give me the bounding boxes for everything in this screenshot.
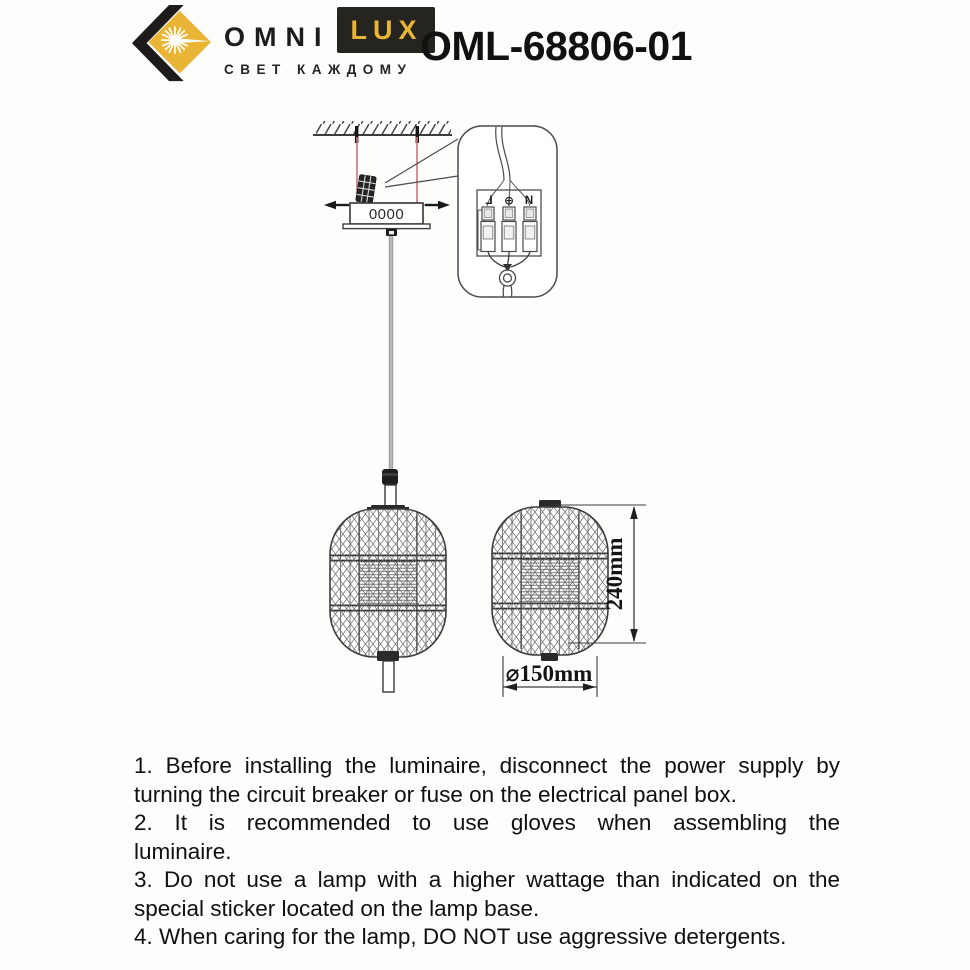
instruction-line: turning the circuit breaker or fuse on the electrical panel box. [134, 781, 737, 807]
ceiling-canopy [343, 203, 430, 236]
ceiling [313, 121, 452, 143]
lamp-side-view [492, 500, 608, 661]
instructions-text [134, 752, 840, 952]
diagram-svg [0, 110, 970, 750]
brand-tagline: СВЕТ КАЖДОМУ [224, 62, 413, 77]
instruction-line: 4. When caring for the lamp, DO NOT use aggressive detergents. [134, 924, 787, 949]
terminal-label-earth: ⊕ [503, 193, 515, 208]
lamp-front-view [330, 469, 446, 692]
cable-connector [382, 469, 398, 485]
canopy-slot-holes: 0000 [368, 206, 405, 223]
terminal-screws [481, 207, 537, 252]
instruction-step-1 [134, 752, 840, 809]
bottom-collar [377, 651, 399, 661]
model-number: OML-68806-01 [420, 23, 693, 69]
brand-name-accent: LUX [350, 15, 423, 45]
wiring-detail-callout [458, 126, 557, 297]
instruction-step-4 [134, 923, 840, 952]
suspension-cable [389, 236, 393, 471]
brand-logo [128, 5, 435, 87]
cage-shade [330, 509, 446, 657]
header [0, 0, 970, 100]
instruction-line: luminaire. [134, 838, 232, 864]
dimension-diameter [503, 656, 597, 697]
installation-diagram [0, 110, 970, 750]
brand-text [224, 5, 435, 77]
instruction-line: special sticker located on the lamp base. [134, 895, 540, 921]
instruction-line: 3. Do not use a lamp with a higher wattage than indicated on the [134, 867, 840, 892]
instruction-step-2 [134, 809, 840, 866]
omnilux-diamond-icon [128, 5, 214, 87]
diameter-dimension-label: ⌀150mm [505, 661, 593, 686]
callout-leader-lines [385, 139, 458, 187]
instruction-step-3 [134, 866, 840, 923]
brand-name-primary: OMNI [224, 21, 331, 52]
cage-shade [492, 507, 608, 655]
terminal-label-neutral: N [524, 195, 534, 207]
instruction-line: 2. It is recommended to use gloves when assembling the [134, 810, 840, 835]
height-dimension-label: 240mm [602, 537, 627, 611]
terminal-label-live: L [485, 193, 493, 207]
terminal-labels [485, 193, 533, 208]
bottom-stem [383, 661, 394, 692]
instruction-line: 1. Before installing the luminaire, disconnect the power supply by [134, 753, 840, 778]
